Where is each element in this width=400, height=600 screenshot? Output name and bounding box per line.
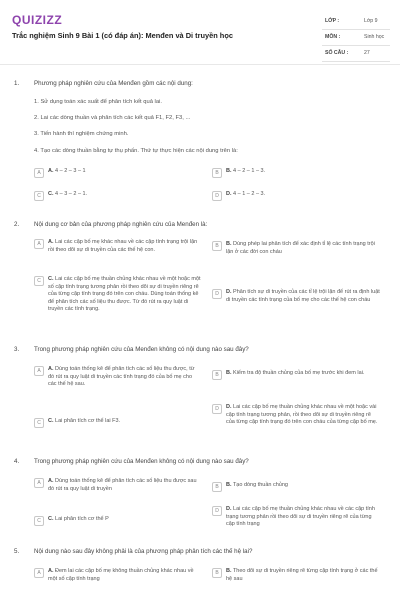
option-letter: C (34, 191, 44, 201)
option-text: Lai phân tích cơ thể P (55, 516, 109, 522)
option-content (48, 191, 202, 199)
meta-row-subject (322, 30, 390, 46)
option-letter: D (212, 191, 222, 201)
meta-key: SỐ CÂU : (325, 50, 349, 56)
option-text: Lai các cặp bố mẹ thuần chủng khác nhau về một hoặc vài cặp tính trạng tương phản, rồi theo dõi sự di truyền riêng rẽ của từng cặp tính trạng đó trên con cháu của từng cặp bố mẹ. (226, 404, 378, 426)
option-letter: B (212, 168, 222, 178)
option-content (226, 506, 380, 529)
option-key: B. (226, 370, 232, 376)
option-letter: D (212, 404, 222, 414)
option-text: Tạo dòng thuần chủng (232, 482, 288, 488)
statement: 4. Tạo các dòng thuần bằng tự thụ phấn. Thứ tự thực hiện các nội dung trên là: (34, 148, 238, 154)
option-text: 4 – 2 – 3 – 1 (55, 168, 86, 174)
option-letter: C (34, 418, 44, 428)
option-content (48, 168, 202, 176)
header (0, 0, 400, 62)
option-content (226, 289, 380, 304)
option-key: D. (226, 404, 232, 410)
meta-value: Sinh học (364, 34, 385, 40)
option-key: D. (226, 191, 232, 197)
option-letter: C (34, 276, 44, 286)
meta-key: MÔN : (325, 34, 341, 40)
option-text: Lai các cặp bố mẹ thuần chủng khác nhau về một hoặc một số cặp tính trạng tương phản rồi theo dõi sự di truyền riêng rẽ của từng cặp tính trạng đó trên con cháu. Dùng toán thống kê để phân tích các số liệu thu được. Từ đó rút ra quy luật di truyền các tính trạng. (48, 276, 201, 313)
option-content (48, 239, 202, 254)
statement: 3. Tiến hành thí nghiệm chứng minh. (34, 131, 129, 137)
option-text: Lai các cặp bố mẹ thuần chủng khác nhau về các cặp tính trạng tương phản rồi theo dõi sự di truyền riêng rẽ của từng cặp tính trạng (226, 506, 375, 528)
option-content (48, 516, 202, 524)
option-text: Dùng phép lai phân tích để xác định tỉ lệ các tính trạng trội lặn ở các đời con cháu (226, 241, 375, 255)
option-content (48, 366, 202, 389)
option-key: A. (48, 239, 54, 245)
option-key: A. (48, 478, 54, 484)
question-number: 1. (14, 80, 20, 87)
option-text: 4 – 1 – 2 – 3. (233, 191, 266, 197)
option-content (48, 568, 202, 583)
question-number: 2. (14, 221, 20, 228)
option-text: Đem lai các cặp bố mẹ không thuần chủng khác nhau về một số cặp tính trạng (48, 568, 194, 582)
question-text: Trong phương pháp nghiên cứu của Menđen không có nội dung nào sau đây? (34, 346, 249, 353)
option-letter: A (34, 239, 44, 249)
question-number: 4. (14, 458, 20, 465)
question-text: Nội dung nào sau đây không phải là của phương pháp phân tích các thế hệ lai? (34, 548, 253, 555)
meta-table (322, 14, 390, 62)
option-key: A. (48, 366, 54, 372)
meta-value: Lớp 9 (364, 18, 378, 24)
option-content (226, 404, 380, 427)
option-key: B. (226, 241, 232, 247)
question-2 (14, 221, 386, 341)
statement: 2. Lai các dòng thuần và phân tích các kết quả F1, F2, F3, ... (34, 115, 191, 121)
option-letter: A (34, 568, 44, 578)
option-letter: B (212, 241, 222, 251)
option-content (48, 478, 202, 493)
option-content (48, 276, 202, 314)
option-content (226, 370, 380, 378)
question-number: 3. (14, 346, 20, 353)
meta-value: 27 (364, 50, 370, 56)
option-content (48, 418, 202, 426)
option-content (226, 482, 380, 490)
option-key: A. (48, 168, 54, 174)
option-key: C. (48, 418, 54, 424)
option-text: 4 – 3 – 2 – 1. (55, 191, 88, 197)
option-letter: A (34, 168, 44, 178)
option-letter: B (212, 568, 222, 578)
question-text: Trong phương pháp nghiên cứu của Menđen không có nội dung nào sau đây? (34, 458, 249, 465)
meta-key: LỚP : (325, 18, 340, 24)
option-text: Phân tích sự di truyền của các tỉ lệ trội lặn để rút ra định luật di truyền các tính trạng của bố mẹ cho các thế hệ con cháu (226, 289, 380, 303)
option-letter: D (212, 289, 222, 299)
document-title: Trắc nghiệm Sinh 9 Bài 1 (có đáp án): Menđen và Di truyền học (12, 31, 233, 40)
meta-row-count (322, 46, 390, 62)
quizizz-logo: QUIZIZZ (12, 13, 63, 27)
option-key: A. (48, 568, 54, 574)
option-content (226, 168, 380, 176)
option-key: C. (48, 191, 54, 197)
meta-row-grade (322, 14, 390, 30)
option-key: C. (48, 276, 54, 282)
option-text: Lai các cặp bố mẹ khác nhau về các cặp tính trạng trội lặn rồi theo dõi sự di truyền của các thế hệ con. (48, 239, 198, 253)
option-key: D. (226, 506, 232, 512)
header-divider (0, 64, 400, 65)
option-text: Theo dõi sự di truyền riêng rẽ từng cặp tính trạng ở các thế hệ sau (226, 568, 378, 582)
question-number: 5. (14, 548, 20, 555)
option-key: C. (48, 516, 54, 522)
option-text: Lai phân tích cơ thể lai F3. (55, 418, 121, 424)
option-text: Dùng toán thống kê để phân tích các số liệu thu được sau đó rút ra quy luật di truyền (48, 478, 197, 492)
question-text: Nội dung cơ bản của phương pháp nghiên cứu của Menđen là: (34, 221, 208, 228)
question-text: Phương pháp nghiên cứu của Menđen gồm các nội dung: (34, 80, 193, 87)
option-key: B. (226, 482, 232, 488)
option-key: B. (226, 168, 232, 174)
option-letter: A (34, 478, 44, 488)
question-5 (14, 548, 386, 598)
option-key: B. (226, 568, 232, 574)
option-text: 4 – 2 – 1 – 3. (233, 168, 266, 174)
option-letter: A (34, 366, 44, 376)
option-content (226, 241, 380, 256)
option-letter: B (212, 370, 222, 380)
option-letter: B (212, 482, 222, 492)
option-letter: C (34, 516, 44, 526)
option-content (226, 568, 380, 583)
option-key: D. (226, 289, 232, 295)
option-content (226, 191, 380, 199)
question-4 (14, 458, 386, 543)
option-text: Dùng toán thống kê để phân tích các số liệu thu được, từ đó rút ra quy luật di truyền các tính trạng đó của bố mẹ cho các thế hệ sau. (48, 366, 195, 388)
statement: 1. Sử dụng toán xác suất để phân tích kết quả lai. (34, 99, 162, 105)
option-text: Kiểm tra độ thuần chủng của bố mẹ trước khi đem lai. (233, 370, 365, 376)
option-letter: D (212, 506, 222, 516)
question-3 (14, 346, 386, 451)
question-1 (14, 80, 386, 220)
